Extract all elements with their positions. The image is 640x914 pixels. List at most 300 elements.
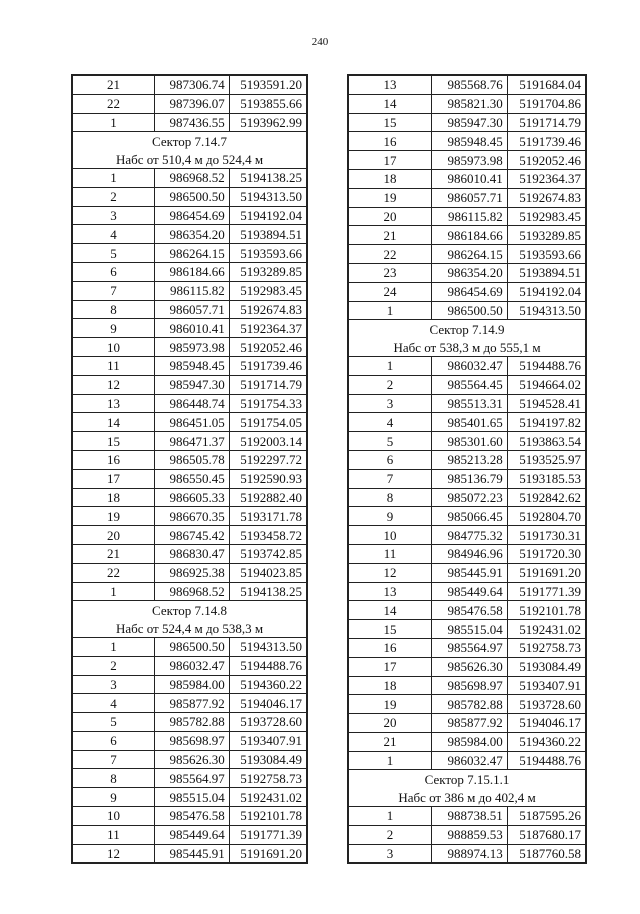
x-coordinate-cell: 986471.37	[154, 432, 229, 451]
point-number-cell: 21	[349, 732, 432, 751]
table-row	[349, 807, 586, 826]
table-row	[349, 432, 586, 451]
x-coordinate-cell: 985564.45	[431, 375, 507, 394]
y-coordinate-cell: 5193289.85	[507, 226, 585, 245]
table-row	[349, 526, 586, 545]
table-row	[73, 94, 307, 113]
x-coordinate-cell: 986500.50	[431, 301, 507, 320]
x-coordinate-cell: 985821.30	[431, 94, 507, 113]
table-row	[349, 582, 586, 601]
y-coordinate-cell: 5193407.91	[229, 731, 306, 750]
point-number-cell: 10	[73, 807, 155, 826]
x-coordinate-cell: 985984.00	[154, 675, 229, 694]
x-coordinate-cell: 985449.64	[154, 825, 229, 844]
sector-range: Набс от 538,3 м до 555,1 м	[349, 338, 586, 356]
sector-title: Сектор 7.14.8	[73, 601, 307, 619]
x-coordinate-cell: 986057.71	[154, 300, 229, 319]
y-coordinate-cell: 5193591.20	[229, 76, 306, 95]
point-number-cell: 23	[349, 263, 432, 282]
y-coordinate-cell: 5193289.85	[229, 262, 306, 281]
table-row	[73, 637, 307, 656]
table-row	[73, 844, 307, 863]
y-coordinate-cell: 5194023.85	[229, 563, 306, 582]
point-number-cell: 7	[73, 281, 155, 300]
y-coordinate-cell: 5194528.41	[507, 394, 585, 413]
x-coordinate-cell: 985072.23	[431, 488, 507, 507]
table-row	[349, 301, 586, 320]
coordinates-table-right	[347, 74, 587, 864]
table-row	[349, 207, 586, 226]
table-row	[349, 375, 586, 394]
y-coordinate-cell: 5191754.05	[229, 413, 306, 432]
x-coordinate-cell: 986505.78	[154, 450, 229, 469]
y-coordinate-cell: 5192758.73	[507, 638, 585, 657]
y-coordinate-cell: 5192003.14	[229, 432, 306, 451]
table-row	[73, 187, 307, 206]
x-coordinate-cell: 985564.97	[154, 769, 229, 788]
table-row	[73, 225, 307, 244]
table-row	[73, 113, 307, 132]
x-coordinate-cell: 985445.91	[154, 844, 229, 863]
table-row	[73, 526, 307, 545]
y-coordinate-cell: 5193894.51	[229, 225, 306, 244]
point-number-cell: 5	[349, 432, 432, 451]
x-coordinate-cell: 985626.30	[154, 750, 229, 769]
point-number-cell: 1	[349, 301, 432, 320]
y-coordinate-cell: 5192674.83	[229, 300, 306, 319]
table-row	[73, 694, 307, 713]
x-coordinate-cell: 985515.04	[154, 788, 229, 807]
y-coordinate-cell: 5192882.40	[229, 488, 306, 507]
x-coordinate-cell: 985877.92	[154, 694, 229, 713]
x-coordinate-cell: 986605.33	[154, 488, 229, 507]
x-coordinate-cell: 985301.60	[431, 432, 507, 451]
x-coordinate-cell: 986115.82	[431, 207, 507, 226]
table-row	[349, 245, 586, 264]
point-number-cell: 9	[349, 507, 432, 526]
table-row	[73, 713, 307, 732]
y-coordinate-cell: 5193962.99	[229, 113, 306, 132]
x-coordinate-cell: 985568.76	[431, 76, 507, 95]
point-number-cell: 16	[349, 132, 432, 151]
point-number-cell: 6	[73, 262, 155, 281]
y-coordinate-cell: 5191691.20	[229, 844, 306, 863]
table-row	[349, 488, 586, 507]
table-row	[73, 656, 307, 675]
point-number-cell: 1	[73, 582, 155, 601]
point-number-cell: 9	[73, 319, 155, 338]
table-row	[73, 168, 307, 187]
y-coordinate-cell: 5191691.20	[507, 563, 585, 582]
y-coordinate-cell: 5193593.66	[229, 244, 306, 263]
y-coordinate-cell: 5193171.78	[229, 507, 306, 526]
point-number-cell: 5	[73, 244, 155, 263]
sector-range: Набс от 510,4 м до 524,4 м	[73, 150, 307, 168]
point-number-cell: 6	[73, 731, 155, 750]
y-coordinate-cell: 5194488.76	[507, 356, 585, 375]
x-coordinate-cell: 985449.64	[431, 582, 507, 601]
point-number-cell: 24	[349, 282, 432, 301]
table-row	[349, 620, 586, 639]
table-row	[73, 432, 307, 451]
x-coordinate-cell: 985213.28	[431, 450, 507, 469]
x-coordinate-cell: 987306.74	[154, 76, 229, 95]
point-number-cell: 8	[349, 488, 432, 507]
x-coordinate-cell: 986925.38	[154, 563, 229, 582]
sector-range-row	[349, 788, 586, 806]
x-coordinate-cell: 985947.30	[154, 375, 229, 394]
point-number-cell: 8	[73, 300, 155, 319]
y-coordinate-cell: 5191771.39	[507, 582, 585, 601]
y-coordinate-cell: 5193863.54	[507, 432, 585, 451]
y-coordinate-cell: 5187760.58	[507, 844, 585, 863]
x-coordinate-cell: 985947.30	[431, 113, 507, 132]
x-coordinate-cell: 985948.45	[154, 356, 229, 375]
table-row	[349, 563, 586, 582]
table-row	[73, 319, 307, 338]
table-row	[73, 413, 307, 432]
x-coordinate-cell: 986264.15	[154, 244, 229, 263]
table-row	[349, 94, 586, 113]
x-coordinate-cell: 985564.97	[431, 638, 507, 657]
point-number-cell: 12	[73, 375, 155, 394]
point-number-cell: 22	[73, 94, 155, 113]
y-coordinate-cell: 5194360.22	[507, 732, 585, 751]
y-coordinate-cell: 5194046.17	[507, 714, 585, 733]
point-number-cell: 6	[349, 450, 432, 469]
y-coordinate-cell: 5194313.50	[229, 637, 306, 656]
table-row	[349, 601, 586, 620]
table-row	[73, 338, 307, 357]
table-row	[73, 488, 307, 507]
x-coordinate-cell: 986184.66	[431, 226, 507, 245]
y-coordinate-cell: 5191771.39	[229, 825, 306, 844]
point-number-cell: 11	[73, 356, 155, 375]
x-coordinate-cell: 986454.69	[154, 206, 229, 225]
y-coordinate-cell: 5193728.60	[507, 695, 585, 714]
x-coordinate-cell: 985973.98	[154, 338, 229, 357]
x-coordinate-cell: 985513.31	[431, 394, 507, 413]
point-number-cell: 3	[73, 675, 155, 694]
point-number-cell: 13	[73, 394, 155, 413]
point-number-cell: 15	[73, 432, 155, 451]
y-coordinate-cell: 5192364.37	[229, 319, 306, 338]
x-coordinate-cell: 985782.88	[154, 713, 229, 732]
point-number-cell: 1	[73, 637, 155, 656]
x-coordinate-cell: 985066.45	[431, 507, 507, 526]
point-number-cell: 17	[73, 469, 155, 488]
table-row	[349, 825, 586, 844]
sector-range-row	[73, 619, 307, 637]
x-coordinate-cell: 985445.91	[431, 563, 507, 582]
y-coordinate-cell: 5193742.85	[229, 544, 306, 563]
x-coordinate-cell: 985984.00	[431, 732, 507, 751]
x-coordinate-cell: 986032.47	[431, 751, 507, 770]
table-row	[349, 714, 586, 733]
x-coordinate-cell: 986448.74	[154, 394, 229, 413]
y-coordinate-cell: 5192364.37	[507, 169, 585, 188]
y-coordinate-cell: 5192431.02	[507, 620, 585, 639]
point-number-cell: 8	[73, 769, 155, 788]
y-coordinate-cell: 5192297.72	[229, 450, 306, 469]
x-coordinate-cell: 988738.51	[431, 807, 507, 826]
sector-title-row	[73, 601, 307, 619]
y-coordinate-cell: 5193855.66	[229, 94, 306, 113]
x-coordinate-cell: 985782.88	[431, 695, 507, 714]
x-coordinate-cell: 986057.71	[431, 188, 507, 207]
y-coordinate-cell: 5192590.93	[229, 469, 306, 488]
y-coordinate-cell: 5192101.78	[229, 807, 306, 826]
y-coordinate-cell: 5191739.46	[229, 356, 306, 375]
x-coordinate-cell: 986032.47	[154, 656, 229, 675]
x-coordinate-cell: 986264.15	[431, 245, 507, 264]
point-number-cell: 10	[73, 338, 155, 357]
point-number-cell: 12	[349, 563, 432, 582]
table-row	[349, 695, 586, 714]
x-coordinate-cell: 985973.98	[431, 151, 507, 170]
x-coordinate-cell: 985476.58	[154, 807, 229, 826]
table-row	[349, 113, 586, 132]
point-number-cell: 2	[73, 656, 155, 675]
point-number-cell: 20	[349, 207, 432, 226]
point-number-cell: 1	[349, 751, 432, 770]
y-coordinate-cell: 5191754.33	[229, 394, 306, 413]
point-number-cell: 3	[73, 206, 155, 225]
x-coordinate-cell: 986032.47	[431, 356, 507, 375]
sector-title: Сектор 7.14.7	[73, 132, 307, 150]
point-number-cell: 13	[349, 76, 432, 95]
x-coordinate-cell: 986451.05	[154, 413, 229, 432]
point-number-cell: 22	[349, 245, 432, 264]
y-coordinate-cell: 5194046.17	[229, 694, 306, 713]
table-row	[349, 169, 586, 188]
point-number-cell: 9	[73, 788, 155, 807]
table-row	[73, 750, 307, 769]
table-row	[73, 450, 307, 469]
table-row	[349, 263, 586, 282]
point-number-cell: 4	[73, 225, 155, 244]
x-coordinate-cell: 986830.47	[154, 544, 229, 563]
y-coordinate-cell: 5192431.02	[229, 788, 306, 807]
y-coordinate-cell: 5192052.46	[507, 151, 585, 170]
x-coordinate-cell: 986968.52	[154, 168, 229, 187]
point-number-cell: 3	[349, 394, 432, 413]
point-number-cell: 3	[349, 844, 432, 863]
table-row	[73, 375, 307, 394]
point-number-cell: 21	[73, 76, 155, 95]
point-number-cell: 16	[73, 450, 155, 469]
table-row	[349, 394, 586, 413]
y-coordinate-cell: 5191684.04	[507, 76, 585, 95]
table-row	[73, 563, 307, 582]
y-coordinate-cell: 5194192.04	[507, 282, 585, 301]
x-coordinate-cell: 986184.66	[154, 262, 229, 281]
point-number-cell: 14	[349, 94, 432, 113]
x-coordinate-cell: 984775.32	[431, 526, 507, 545]
sector-title: Сектор 7.15.1.1	[349, 770, 586, 788]
x-coordinate-cell: 986354.20	[154, 225, 229, 244]
y-coordinate-cell: 5191720.30	[507, 544, 585, 563]
x-coordinate-cell: 985877.92	[431, 714, 507, 733]
y-coordinate-cell: 5194488.76	[507, 751, 585, 770]
point-number-cell: 4	[349, 413, 432, 432]
x-coordinate-cell: 986115.82	[154, 281, 229, 300]
y-coordinate-cell: 5194192.04	[229, 206, 306, 225]
y-coordinate-cell: 5193084.49	[229, 750, 306, 769]
y-coordinate-cell: 5191714.79	[229, 375, 306, 394]
y-coordinate-cell: 5192983.45	[229, 281, 306, 300]
y-coordinate-cell: 5192674.83	[507, 188, 585, 207]
x-coordinate-cell: 985626.30	[431, 657, 507, 676]
y-coordinate-cell: 5194360.22	[229, 675, 306, 694]
table-row	[349, 544, 586, 563]
y-coordinate-cell: 5194664.02	[507, 375, 585, 394]
x-coordinate-cell: 987436.55	[154, 113, 229, 132]
y-coordinate-cell: 5192804.70	[507, 507, 585, 526]
y-coordinate-cell: 5191739.46	[507, 132, 585, 151]
point-number-cell: 2	[349, 375, 432, 394]
y-coordinate-cell: 5194197.82	[507, 413, 585, 432]
y-coordinate-cell: 5193185.53	[507, 469, 585, 488]
point-number-cell: 22	[73, 563, 155, 582]
x-coordinate-cell: 985476.58	[431, 601, 507, 620]
table-row	[349, 676, 586, 695]
point-number-cell: 16	[349, 638, 432, 657]
y-coordinate-cell: 5187680.17	[507, 825, 585, 844]
table-row	[349, 657, 586, 676]
point-number-cell: 15	[349, 113, 432, 132]
x-coordinate-cell: 986010.41	[154, 319, 229, 338]
x-coordinate-cell: 986550.45	[154, 469, 229, 488]
table-row	[73, 807, 307, 826]
table-row	[349, 188, 586, 207]
table-row	[349, 132, 586, 151]
table-row	[349, 844, 586, 863]
x-coordinate-cell: 986454.69	[431, 282, 507, 301]
table-row	[73, 769, 307, 788]
table-row	[73, 356, 307, 375]
y-coordinate-cell: 5191730.31	[507, 526, 585, 545]
x-coordinate-cell: 986500.50	[154, 187, 229, 206]
table-row	[73, 825, 307, 844]
point-number-cell: 14	[349, 601, 432, 620]
x-coordinate-cell: 985698.97	[154, 731, 229, 750]
table-row	[73, 281, 307, 300]
x-coordinate-cell: 986670.35	[154, 507, 229, 526]
x-coordinate-cell: 986968.52	[154, 582, 229, 601]
x-coordinate-cell: 988859.53	[431, 825, 507, 844]
x-coordinate-cell: 986354.20	[431, 263, 507, 282]
table-row	[73, 76, 307, 95]
table-row	[349, 151, 586, 170]
point-number-cell: 1	[349, 356, 432, 375]
table-row	[349, 76, 586, 95]
point-number-cell: 11	[73, 825, 155, 844]
y-coordinate-cell: 5192052.46	[229, 338, 306, 357]
point-number-cell: 2	[73, 187, 155, 206]
point-number-cell: 13	[349, 582, 432, 601]
x-coordinate-cell: 985401.65	[431, 413, 507, 432]
point-number-cell: 14	[73, 413, 155, 432]
sector-range: Набс от 386 м до 402,4 м	[349, 788, 586, 806]
y-coordinate-cell: 5193593.66	[507, 245, 585, 264]
x-coordinate-cell: 985948.45	[431, 132, 507, 151]
point-number-cell: 11	[349, 544, 432, 563]
sector-title-row	[349, 770, 586, 788]
y-coordinate-cell: 5193407.91	[507, 676, 585, 695]
y-coordinate-cell: 5193728.60	[229, 713, 306, 732]
table-row	[73, 206, 307, 225]
table-row	[73, 788, 307, 807]
point-number-cell: 12	[73, 844, 155, 863]
point-number-cell: 7	[349, 469, 432, 488]
point-number-cell: 4	[73, 694, 155, 713]
table-row	[349, 507, 586, 526]
y-coordinate-cell: 5192101.78	[507, 601, 585, 620]
table-row	[349, 356, 586, 375]
point-number-cell: 18	[73, 488, 155, 507]
y-coordinate-cell: 5192842.62	[507, 488, 585, 507]
table-row	[73, 244, 307, 263]
point-number-cell: 2	[349, 825, 432, 844]
table-row	[349, 732, 586, 751]
y-coordinate-cell: 5194138.25	[229, 168, 306, 187]
point-number-cell: 21	[73, 544, 155, 563]
point-number-cell: 18	[349, 676, 432, 695]
y-coordinate-cell: 5194138.25	[229, 582, 306, 601]
point-number-cell: 1	[349, 807, 432, 826]
sector-title-row	[73, 132, 307, 150]
y-coordinate-cell: 5193084.49	[507, 657, 585, 676]
x-coordinate-cell: 986745.42	[154, 526, 229, 545]
point-number-cell: 20	[349, 714, 432, 733]
x-coordinate-cell: 985698.97	[431, 676, 507, 695]
table-row	[349, 751, 586, 770]
y-coordinate-cell: 5194488.76	[229, 656, 306, 675]
table-row	[73, 582, 307, 601]
table-row	[349, 282, 586, 301]
y-coordinate-cell: 5194313.50	[229, 187, 306, 206]
table-row	[349, 226, 586, 245]
page-number: 240	[311, 36, 329, 48]
point-number-cell: 1	[73, 113, 155, 132]
table-row	[73, 469, 307, 488]
point-number-cell: 17	[349, 151, 432, 170]
x-coordinate-cell: 986500.50	[154, 637, 229, 656]
table-row	[73, 544, 307, 563]
y-coordinate-cell: 5191704.86	[507, 94, 585, 113]
table-row	[349, 450, 586, 469]
point-number-cell: 7	[73, 750, 155, 769]
point-number-cell: 21	[349, 226, 432, 245]
x-coordinate-cell: 985136.79	[431, 469, 507, 488]
x-coordinate-cell: 984946.96	[431, 544, 507, 563]
point-number-cell: 18	[349, 169, 432, 188]
point-number-cell: 19	[349, 188, 432, 207]
x-coordinate-cell: 987396.07	[154, 94, 229, 113]
table-row	[349, 413, 586, 432]
table-row	[349, 469, 586, 488]
point-number-cell: 5	[73, 713, 155, 732]
table-row	[73, 507, 307, 526]
point-number-cell: 19	[349, 695, 432, 714]
table-row	[73, 394, 307, 413]
point-number-cell: 15	[349, 620, 432, 639]
point-number-cell: 10	[349, 526, 432, 545]
sector-title-row	[349, 320, 586, 338]
coordinates-table-left	[71, 74, 308, 864]
y-coordinate-cell: 5194313.50	[507, 301, 585, 320]
